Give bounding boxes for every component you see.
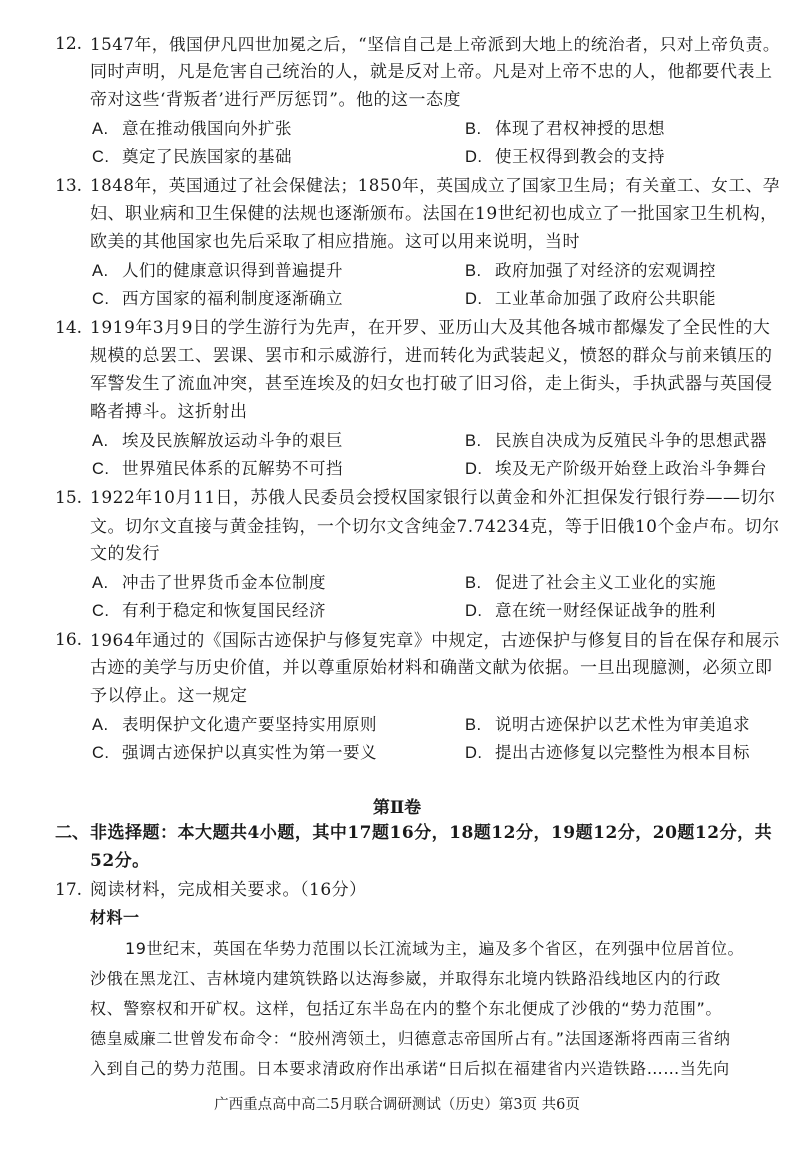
- option-c[interactable]: C. 有利于稳定和恢复国民经济: [92, 601, 326, 620]
- material-line: 沙俄在黑龙江、吉林境内建筑铁路以达海参崴，并取得东北境内铁路沿线地区内的行政: [90, 969, 721, 988]
- material-line: 权、警察权和开矿权。这样，包括辽东半岛在内的整个东北便成了沙俄的“势力范围”。: [90, 999, 722, 1018]
- option-d[interactable]: D. 提出古迹修复以完整性为根本目标: [465, 743, 750, 762]
- question-stem-line: 1964年通过的《国际古迹保护与修复宪章》中规定，古迹保护与修复目的旨在保存和展示: [90, 630, 780, 650]
- option-a[interactable]: A. 埃及民族解放运动斗争的艰巨: [92, 431, 343, 450]
- question-stem-line: 文的发行: [90, 544, 160, 564]
- option-a[interactable]: A. 冲击了世界货币金本位制度: [92, 573, 326, 592]
- question-stem-line: 同时声明，凡是危害自己统治的人，就是反对上帝。凡是对上帝不忠的人，他都要代表上: [90, 62, 773, 82]
- option-c[interactable]: C. 西方国家的福利制度逐渐确立: [92, 289, 343, 308]
- question-number: 16.: [55, 630, 83, 650]
- question-stem-line: 帝对这些‘背叛者’进行严厉惩罚”。他的这一态度: [90, 90, 461, 110]
- question-stem-line: 予以停止。这一规定: [90, 686, 248, 706]
- material-line: 19世纪末，英国在华势力范围以长江流域为主，遍及多个省区，在列强中位居首位。: [125, 939, 745, 958]
- question-stem-line: 1919年3月9日的学生游行为先声，在开罗、亚历山大及其他各城市都爆发了全民性的大: [90, 318, 771, 338]
- question-stem-line: 军警发生了流血冲突，甚至连埃及的妇女也打破了旧习俗，走上街头，手执武器与英国侵: [90, 374, 773, 394]
- option-a[interactable]: A. 表明保护文化遗产要坚持实用原则: [92, 715, 377, 734]
- option-b[interactable]: B. 体现了君权神授的思想: [465, 119, 665, 138]
- option-b[interactable]: B. 促进了社会主义工业化的实施: [465, 573, 716, 592]
- option-d[interactable]: D. 工业革命加强了政府公共职能: [465, 289, 716, 308]
- material-line: 德皇威廉二世曾发布命令：“胶州湾领土，归德意志帝国所占有。”法国逐渐将西南三省纳: [90, 1029, 731, 1048]
- question-number: 15.: [55, 488, 83, 508]
- page-footer: 广西重点高中高二5月联合调研测试（历史）第3页 共6页: [214, 1097, 580, 1113]
- option-c[interactable]: C. 强调古迹保护以真实性为第一要义: [92, 743, 377, 762]
- question-stem-line: 略者搏斗。这折射出: [90, 402, 248, 422]
- option-b[interactable]: B. 民族自决成为反殖民斗争的思想武器: [465, 431, 767, 450]
- part-label: 二、: [55, 823, 89, 843]
- option-a[interactable]: A. 人们的健康意识得到普遍提升: [92, 261, 343, 280]
- question-number: 13.: [55, 176, 83, 196]
- question-stem-line: 妇、职业病和卫生保健的法规也逐渐颁布。法国在19世纪初也成立了一批国家卫生机构，: [90, 204, 778, 224]
- option-b[interactable]: B. 政府加强了对经济的宏观调控: [465, 261, 716, 280]
- question-stem-line: 1922年10月11日，苏俄人民委员会授权国家银行以黄金和外汇担保发行银行券——切尔: [90, 488, 776, 508]
- option-c[interactable]: C. 奠定了民族国家的基础: [92, 147, 292, 166]
- question-number: 17.: [55, 880, 83, 900]
- option-b[interactable]: B. 说明古迹保护以艺术性为审美追求: [465, 715, 750, 734]
- question-stem-line: 1547年，俄国伊凡四世加冕之后，“坚信自己是上帝派到大地上的统治者，只对上帝负责。: [90, 34, 781, 54]
- option-c[interactable]: C. 世界殖民体系的瓦解势不可挡: [92, 459, 343, 478]
- section-title: 第Ⅱ卷: [372, 798, 422, 818]
- option-a[interactable]: A. 意在推动俄国向外扩张: [92, 119, 292, 138]
- question-stem-line: 文。切尔文直接与黄金挂钩，一个切尔文含纯金7.74234克，等于旧俄10个金卢布。切尔: [90, 516, 780, 536]
- question-stem-line: 古迹的美学与历史价值，并以尊重原始材料和确凿文献为依据。一旦出现臆测，必须立即: [90, 658, 773, 678]
- question-stem-line: 欧美的其他国家也先后采取了相应措施。这可以用来说明，当时: [90, 232, 580, 252]
- option-d[interactable]: D. 埃及无产阶级开始登上政治斗争舞台: [465, 459, 767, 478]
- question-number: 14.: [55, 318, 83, 338]
- question-stem-line: 规模的总罢工、罢课、罢市和示威游行，进而转化为武装起义，愤怒的群众与前来镇压的: [90, 346, 773, 366]
- question-number: 12.: [55, 34, 83, 54]
- option-d[interactable]: D. 使王权得到教会的支持: [465, 147, 665, 166]
- part-instruction-line: 非选择题：本大题共4小题，其中17题16分，18题12分，19题12分，20题12分，共: [90, 823, 773, 843]
- question-stem-line: 1848年，英国通过了社会保健法；1850年，英国成立了国家卫生局；有关童工、女工、孕: [90, 176, 780, 195]
- part-instruction-line: 52分。: [90, 851, 150, 871]
- material-line: 入到自己的势力范围。日本要求清政府作出承诺“日后拟在福建省内兴造铁路……当先向: [90, 1059, 730, 1078]
- material-title: 材料一: [90, 908, 140, 927]
- question-instruction: 阅读材料，完成相关要求。（16分）: [90, 880, 367, 900]
- option-d[interactable]: D. 意在统一财经保证战争的胜利: [465, 601, 716, 620]
